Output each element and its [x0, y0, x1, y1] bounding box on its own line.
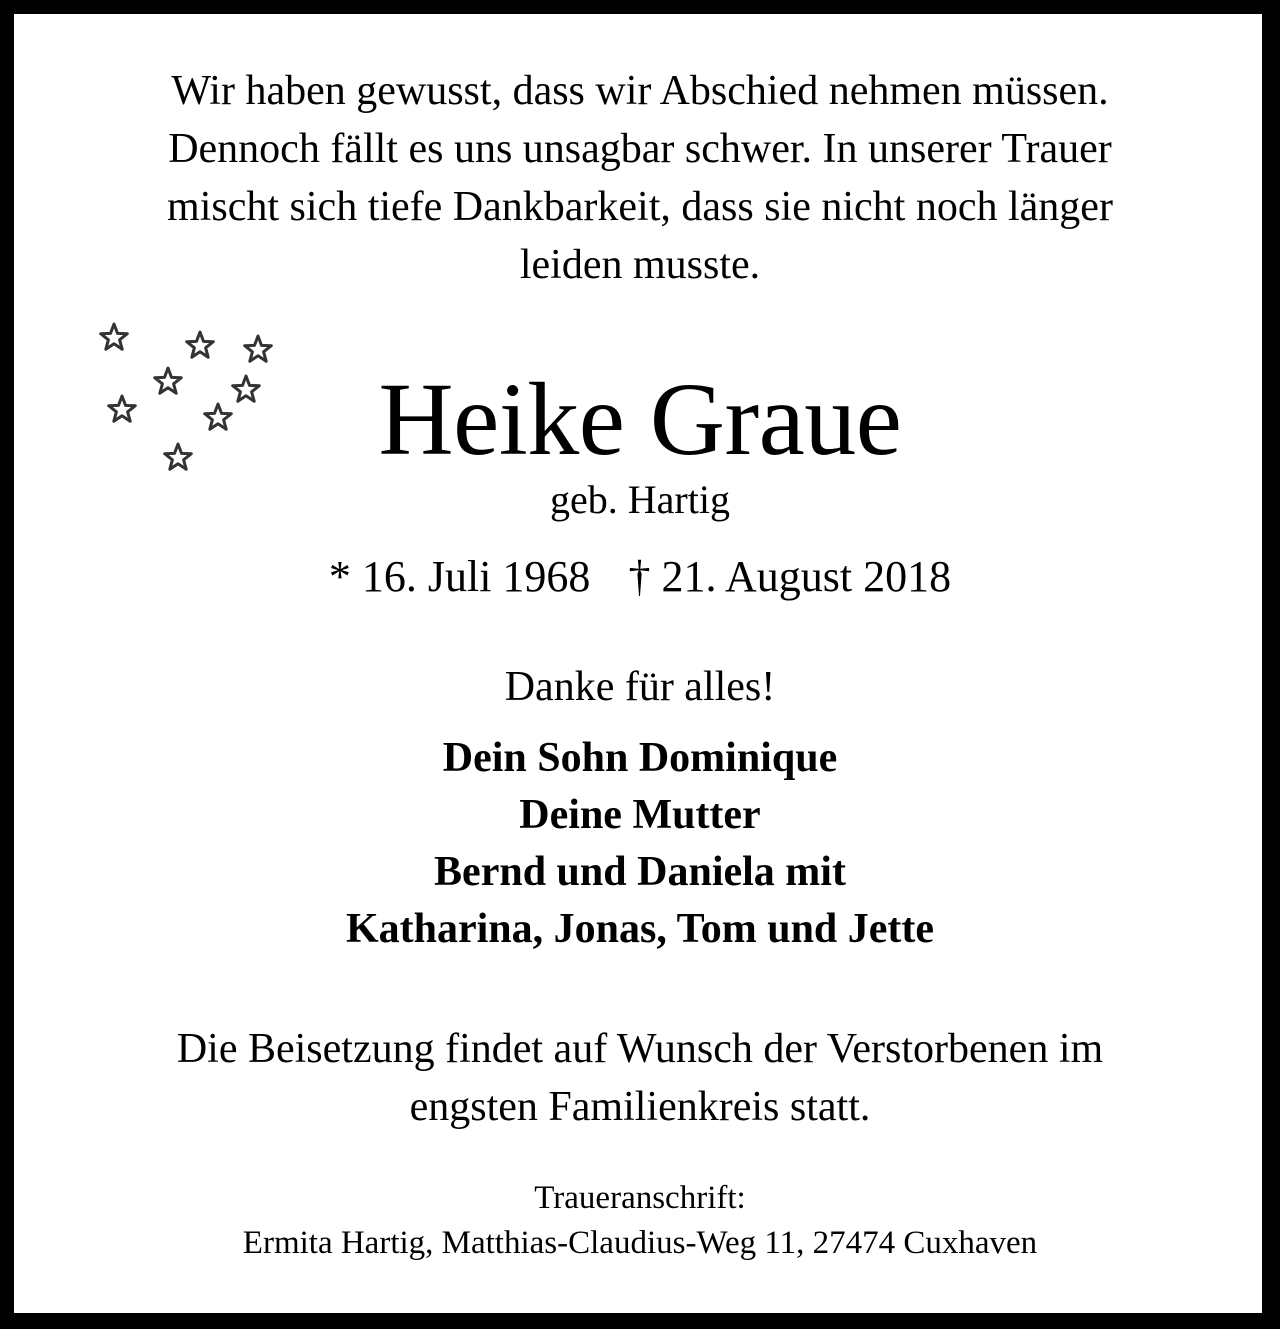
family-list — [0, 730, 1280, 958]
intro-line: leiden musste. — [519, 242, 761, 288]
notice-line: Die Beisetzung findet auf Wunsch der Verstorbenen im — [176, 1026, 1104, 1072]
birth-name: geb. Hartig — [550, 477, 730, 522]
star-icon — [187, 332, 214, 357]
thanks-text: Danke für alles! — [504, 664, 776, 710]
family-member: Deine Mutter — [519, 792, 761, 838]
star-icon — [245, 336, 272, 361]
notice-line: engsten Familienkreis statt. — [409, 1084, 871, 1130]
deceased-name: Heike Graue — [378, 362, 902, 477]
burial-notice — [0, 1020, 1280, 1136]
intro-line: Wir haben gewusst, dass wir Abschied nehmen müssen. — [171, 68, 1109, 114]
family-member: Katharina, Jonas, Tom und Jette — [345, 906, 935, 952]
death-date: † 21. August 2018 — [628, 552, 952, 601]
intro-line: Dennoch fällt es uns unsagbar schwer. In unserer Trauer — [168, 126, 1112, 172]
mourning-address: Ermita Hartig, Matthias-Claudius-Weg 11, 27474 Cuxhaven — [242, 1225, 1038, 1261]
intro-line: mischt sich tiefe Dankbarkeit, dass sie nicht noch länger — [167, 184, 1113, 230]
family-member: Bernd und Daniela mit — [434, 849, 846, 895]
birth-date: * 16. Juli 1968 — [328, 552, 591, 601]
family-member: Dein Sohn Dominique — [442, 735, 838, 781]
star-icon — [101, 324, 128, 349]
intro-text — [0, 62, 1280, 294]
mourning-address-label: Traueranschrift: — [534, 1180, 746, 1216]
life-dates — [0, 547, 1280, 607]
